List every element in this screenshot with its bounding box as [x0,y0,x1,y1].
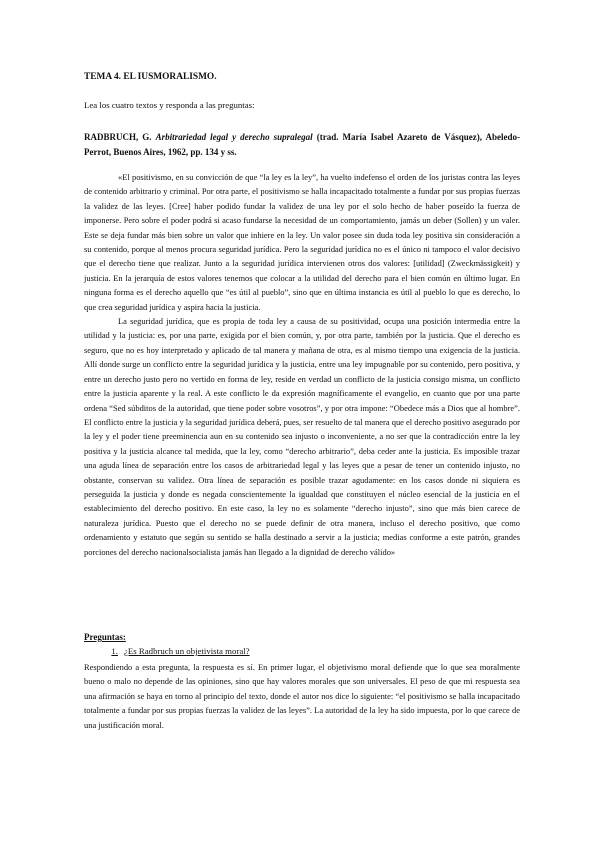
reference-author: RADBRUCH, G. [84,132,152,142]
question-item [84,646,250,656]
answer-text: Respondiendo a esta pregunta, la respuesta es sí. En primer lugar, el objetivismo moral defiende que lo que sea moralmente bueno o malo no depende de las opiniones, sino que hay valores morales que son universales. El peso de que mi respuesta sea una afirmación se haya en torno al principio del texto, donde el autor nos dice lo siguiente: “el positivismo se halla incapacitado totalmente a fundar por sus propias fuerzas la validez de las leyes”. La autoridad de la ley ha sido impuesta, por lo que carece de una justificación moral. [84,662,520,730]
questions-heading: Preguntas: [84,632,126,642]
bibliographic-reference [84,130,520,160]
instructions: Lea los cuatro textos y responda a las preguntas: [84,100,255,110]
reference-details: (trad. María Isabel Azareto de Vásquez), Abeledo-Perrot, Buenos Aires, 1962, pp. 134 y ss. [84,132,521,157]
question-text: ¿Es Radbruch un objetivista moral? [124,646,250,656]
quote-paragraph: «El positivismo, en su convicción de que “la ley es la ley”, ha vuelto indefenso el orden de los juristas contra las leyes de contenido arbitrario y criminal. Por otra parte, el positivismo se halla incapacitado totalmente a fundar por sus propias fuerzas la validez de las leyes. [Cree] haber podido fundar la validez de una ley por el solo hecho de haber poseído la fuerza de imponerse. Pero sobre el poder podrá si acaso fundarse la necesidad de un comportamiento, jamás un deber (Sollen) y un valer. Este se deja fundar más bien sobre un valor que inhiere en la ley. Un valor posee sin duda toda ley positiva sin consideración a su contenido, porque al menos procura seguridad jurídica. Pero la seguridad jurídica no es el único ni tampoco el valor decisivo que el derecho tiene que realizar. Junto a la seguridad jurídica intervienen otros dos valores: [utilidad] (Zweckmässigkeit) y justicia. En la jerarquía de estos valores tenemos que colocar a la utilidad del derecho para el bien común en último lugar. En ninguna forma es el derecho aquello que “es útil al pueblo”, sino que en última instancia es útil al pueblo lo que es derecho, lo que crea seguridad jurídica y aspira hacia la justicia. [84,172,520,312]
question-number: 1. [111,646,118,656]
reference-work-title: Arbitrariedad legal y derecho supralegal [155,132,313,142]
document-title: TEMA 4. EL IUSMORALISMO. [84,72,217,82]
quote-paragraph: La seguridad jurídica, que es propia de toda ley a causa de su positividad, ocupa una posición intermedia entre la utilidad y la justicia: es, por una parte, exigida por el bien común, y, por otra parte, también por la justicia. Que el derecho es seguro, que no es hoy interpretado y aplicado de tal manera y mañana de otra, es al mismo tiempo una exigencia de la justicia. Allí donde surge un conflicto entre la seguridad jurídica y la justicia, entre una ley impugnable por su contenido, pero positiva, y entre un derecho justo pero no vertido en forma de ley, reside en verdad un conflicto de la justicia consigo misma, un conflicto entre la justicia aparente y la real. A este conflicto le da expresión magníficamente el evangelio, en cuanto que por una parte ordena “Sed súbditos de la autoridad, que tiene poder sobre vosotros”, y por otra impone: “Obedece más a Dios que al hombre”. El conflicto entre la justicia y la seguridad jurídica deberá, pues, ser resuelto de tal manera que el derecho positivo asegurado por la ley y el poder tiene preeminencia aun en su contenido sea injusto o inconveniente, a no ser que la contradicción entre la ley positiva y la justicia alcance tal medida, que la ley, como “derecho arbitrario”, deba ceder ante la justicia. Es imposible trazar una aguda línea de separación entre los casos de arbitrariedad legal y las leyes que a pesar de tener un contenido injusto, no obstante, conservan su validez. Otra línea de separación es posible trazar agudamente: en los casos donde ni siquiera es perseguida la justicia y donde es negada conscientemente la igualdad que constituyen el núcleo esencial de la justicia en el establecimiento del derecho positivo. En este caso, la ley no es solamente “derecho injusto”, sino que más bien carece de naturaleza jurídica. Puesto que el derecho no se puede definir de otra manera, incluso el derecho positivo, que como ordenamiento y estatuto que según su sentido se halla destinado a servir a la justicia; medias conforme a este patrón, grandes porciones del derecho nacionalsocialista jamás han llegado a la dignidad de derecho válido» [84,316,520,557]
quoted-text [84,170,520,559]
